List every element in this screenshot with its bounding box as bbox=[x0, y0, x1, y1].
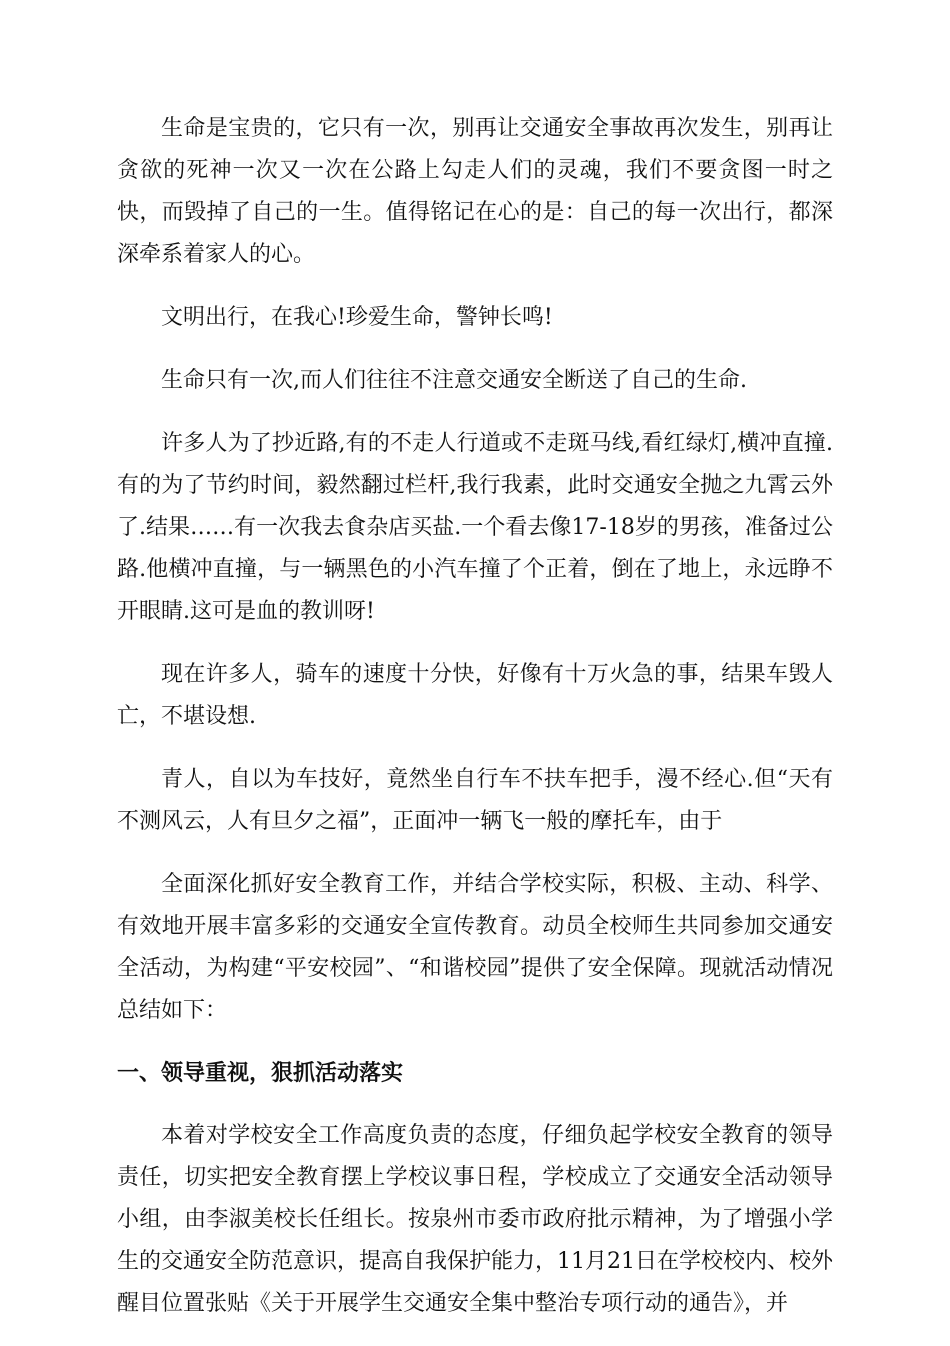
paragraph: 生命是宝贵的，它只有一次，别再让交通安全事故再次发生，别再让贪欲的死神一次又一次在公路上勾走人们的灵魂，我们不要贪图一时之快，而毁掉了自己的一生。值得铭记在心的是：自己的每一次出行，都深深牵系着家人的心。 bbox=[117, 116, 833, 267]
paragraph: 青人，自以为车技好，竟然坐自行车不扶车把手，漫不经心.但“天有不测风云，人有旦夕之福”，正面冲一辆飞一般的摩托车，由于 bbox=[117, 767, 833, 834]
paragraph: 文明出行，在我心!珍爱生命，警钟长鸣! bbox=[161, 305, 553, 330]
document-body bbox=[117, 108, 833, 1346]
section-heading: 一、领导重视，狠抓活动落实 bbox=[117, 1061, 404, 1086]
paragraph: 全面深化抓好安全教育工作，并结合学校实际，积极、主动、科学、有效地开展丰富多彩的交通安全宣传教育。动员全校师生共同参加交通安全活动，为构建“平安校园”、“和谐校园”提供了安全保障。现就活动情况总结如下： bbox=[117, 872, 833, 1023]
paragraph: 本着对学校安全工作高度负责的态度，仔细负起学校安全教育的领导责任，切实把安全教育摆上学校议事日程，学校成立了交通安全活动领导小组，由李淑美校长任组长。按泉州市委市政府批示精神，为了增强小学生的交通安全防范意识，提高自我保护能力，11月21日在学校校内、校外醒目位置张贴《关于开展学生交通安全集中整治专项行动的通告》，并 bbox=[117, 1123, 833, 1316]
paragraph: 生命只有一次,而人们往往不注意交通安全断送了自己的生命. bbox=[161, 368, 747, 393]
paragraph: 许多人为了抄近路,有的不走人行道或不走斑马线,看红绿灯,横冲直撞.有的为了节约时间，毅然翻过栏杆,我行我素，此时交通安全抛之九霄云外了.结果……有一次我去食杂店买盐.一个看去像17-18岁的男孩，准备过公路.他横冲直撞，与一辆黑色的小汽车撞了个正着，倒在了地上，永远睁不开眼睛.这可是血的教训呀! bbox=[117, 431, 833, 624]
paragraph: 现在许多人，骑车的速度十分快，好像有十万火急的事，结果车毁人亡，不堪设想. bbox=[117, 662, 833, 729]
